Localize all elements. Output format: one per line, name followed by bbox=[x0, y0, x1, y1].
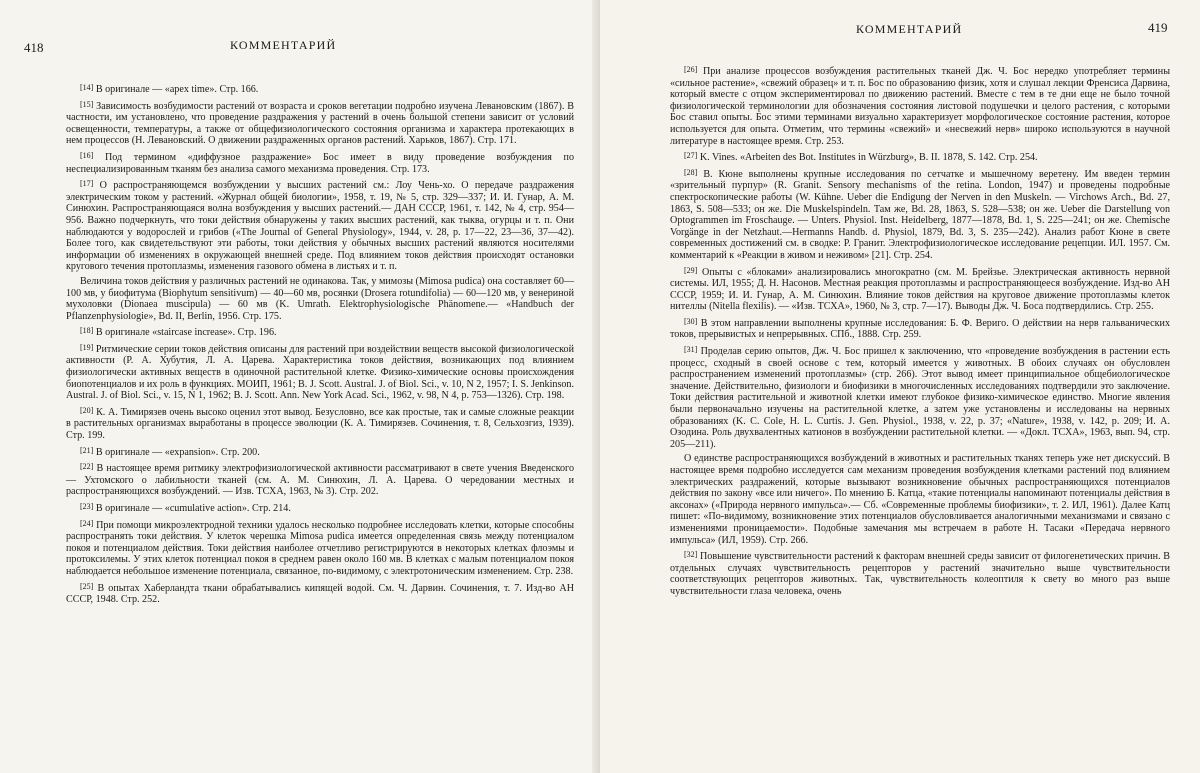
note-number: [19] bbox=[80, 342, 94, 352]
commentary-body bbox=[66, 82, 574, 609]
note-text: Зависимость возбудимости растений от возраста и сроков вегетации подробно изучена Левановским (1867). В частности, им установлено, что проведение раздражения у растений в очень большой степени зависит от условий освещенности, температуры, а также от общефизиологического состояния организма и характера протекающих в нем процессов (Н. Левановский. О движении раздраженных органов растений. Харьков, 1867). Стр. 171. bbox=[66, 100, 574, 147]
note-text: При анализе процессов возбуждения растительных тканей Дж. Ч. Бос нередко употребляет термины «сильное растение», «свежий образец» и т. п. Бос по образованию физик, хотя и слушал лекции Френсиса Дарвина, который вместе с отцом экспериментировал по движению растений. Вместе с тем в те дни еще не было точной физиологической терминологии для обозначения состояния листовой подушечки и целого растения, с которыми Бос ставил опыты. Бос этими терминами визуально характеризует морфологическое состояние растения, которое используется для опыта. Отметим, что термины «свежий» и «несвежий нерв» широко используются в научной литературе в настоящее время. Стр. 253. bbox=[670, 66, 1170, 147]
note-text: В опытах Хаберландта ткани обрабатывались кипящей водой. См. Ч. Дарвин. Сочинения, т. 7. Изд-во АН СССР, 1948. Стр. 252. bbox=[66, 582, 574, 606]
commentary-note bbox=[66, 325, 574, 339]
note-number: [30] bbox=[684, 316, 698, 326]
commentary-body bbox=[670, 64, 1170, 601]
note-number: [16] bbox=[80, 150, 94, 160]
commentary-note bbox=[66, 501, 574, 515]
note-text: Повышение чувствительности растений к факторам внешней среды зависит от филогенетических причин. В отдельных случаях чувствительность рецепторов у растений значительно выше чувствительности соответствующих рецепторов животных. Так, чувствительность колеоптиля к свету во много раз выше чувствительности глаза человека, очень bbox=[670, 551, 1170, 597]
note-number: [31] bbox=[684, 345, 698, 355]
commentary-note bbox=[66, 518, 574, 578]
commentary-note bbox=[66, 405, 574, 442]
note-text: При помощи микроэлектродной техники удалось несколько подробнее исследовать клетки, которые способны распространять токи действия. У клеток черешка Mimosa pudica имеется определенная связь между потенциалом покоя и потенциалом действия. Токи действия наиболее отчетливо регистрируются в некоторых клетках флоэмы и протоксилемы. У этих клеток потенциал покоя в среднем равен около 160 мв. В клетках с малым потенциалом покоя наблюдается небольшое изменение потенциала, связанное, по-видимому, с электротоническим изменением. Стр. 238. bbox=[66, 519, 574, 577]
commentary-note bbox=[670, 344, 1170, 450]
note-number: [22] bbox=[80, 462, 94, 472]
commentary-note bbox=[670, 150, 1170, 164]
commentary-note bbox=[670, 316, 1170, 341]
note-text: Ритмические серии токов действия описаны для растений при воздействии веществ высокой физиологической активности (Р. А. Хубутия, Л. А. Царева. Характеристика токов действия, возникающих под влиянием физиологически активных веществ в одиночной растительной клетке. Физико-химические основы происхождения биопотенциалов и их роль в функциях. МОИП, 1961; B. J. Scott. Austral. J. of Biol. Sci., v. 10, N 2, 1957; I. S. Jenkinson. Austral. J. of Biol. Sci., v. 15, N 1, 1962; B. J. Scott. Ann. New York Acad. Sci., 1962, v. 98, N 4, p. 753—1326). Стр. 198. bbox=[66, 343, 574, 402]
running-header: КОММЕНТАРИЙ bbox=[856, 22, 963, 36]
note-number: [32] bbox=[684, 550, 698, 560]
running-header: КОММЕНТАРИЙ bbox=[230, 38, 337, 52]
note-text: К. А. Тимирязев очень высоко оценил этот вывод. Безусловно, все как простые, так и самые сложные реакции в растительных организмах выработаны в процессе эволюции (К. А. Тимирязев. Сочинения, т. 8, Сельхозгиз, 1939). Стр. 199. bbox=[66, 406, 575, 442]
commentary-note bbox=[670, 453, 1170, 546]
note-number: [15] bbox=[80, 99, 94, 109]
commentary-note bbox=[66, 150, 574, 175]
note-text: K. Vines. «Arbeiten des Bot. Institutes in Würzburg», B. II. 1878, S. 142. Стр. 254. bbox=[699, 152, 1038, 164]
commentary-note bbox=[66, 581, 574, 606]
note-text: В. Кюне выполнены крупные исследования по сетчатке и мышечному веретену. Им введен термин «зрительный пурпур» (R. Granit. Sensory mechanisms of the retina. London, 1947) и проведены подробные спектроскопические работы (W. Kühne. Ueber die Endigung der Nerven in den Muskeln. — Virchows Arch., Bd. 27, 1863, S. 508—533; он же. Die Muskelspindeln. Там же, Bd. 28, 1863, S. 528—538; он же. Ueber die Darstellung von Optogrammen im Froschauge. — Unters. Physiol. Inst. Heidelberg, 1877—1878, Bd. 1, S. 225—241; он же. Chemische Vorgänge in der Netzhaut.—Hermanns Handb. d. Physiol, 1879, Bd. 3, S. 235—242). Анализ работ Кюне в свете современных достижений см. в сводке: Р. Гранит. Электрофизиологическое исследование рецепции. ИЛ. 1957. См. комментарий к «Реакции в живом и неживом» [21]. Стр. 254. bbox=[670, 168, 1170, 261]
note-number: [18] bbox=[80, 326, 94, 336]
note-text: Проделав серию опытов, Дж. Ч. Бос пришел к заключению, что «проведение возбуждения в растении есть процесс, сходный в своей основе с тем, который имеется у животных. В обоих случаях он обусловлен распространением изменений протоплазмы» (стр. 266). Этот вывод имеет принципиальное общебиологическое значение. Действительно, физиологи и биофизики в многочисленных исследованиях подтвердили это заключение. Токи действия растительной и животной клетки имеют глубокое физико-химическое единство. Многие явления были первоначально изучены на растительной клетке, а затем уже установлены и исследованы на нервных образованиях (K. C. Cole, H. L. Curtis. J. Gen. Physiol., 1938, v. 22, p. 37; «Nature», 1938, v. 142, p. 209; И. А. Озодина. Роль двухвалентных катионов в возбуждении растительной клетки. — «Докл. ТСХА», 1963, вып. 94, стр. 205—211). bbox=[670, 346, 1171, 450]
note-text: Величина токов действия у различных растений не одинакова. Так, у мимозы (Mimosa pudica) она составляет 60—100 мв, у биофитума (Biophytum sensitivum) — 40—60 мв, росянки (Drosera rotundifolia) — 60—120 мв, у венериной мухоловки (Dionaea muscipula) — 60 мв (K. Umrath. Elektrophysiologische Phänomene.— «Handbuch der Pflanzenphysiologie», Bd. II, Berlin, 1956. Стр. 175. bbox=[66, 275, 574, 322]
note-number: [25] bbox=[80, 581, 94, 591]
note-text: В оригинале — «cumulative action». Стр. 214. bbox=[95, 503, 291, 514]
note-text: В настоящее время ритмику электрофизиологической активности рассматривают в свете учения Введенского — Ухтомского о лабильности тканей (см. А. М. Синюхин, Л. А. Царева. О чередовании местных и распространяющихся возбуждений. — Изв. ТСХА, 1963, № 3). Стр. 202. bbox=[66, 463, 574, 498]
commentary-note bbox=[66, 82, 574, 96]
note-text: В оригинале — «expansion». Стр. 200. bbox=[95, 446, 260, 458]
commentary-note bbox=[670, 549, 1170, 597]
note-text: Под термином «диффузное раздражение» Бос имеет в виду проведение возбуждения по неспециализированным тканям без анализа самого механизма проведения. Стр. 173. bbox=[66, 151, 574, 175]
commentary-note bbox=[66, 342, 574, 402]
note-number: [24] bbox=[80, 518, 94, 528]
note-text: В оригинале — «apex time». Стр. 166. bbox=[95, 84, 259, 95]
commentary-note bbox=[670, 167, 1170, 262]
page-number: 419 bbox=[1148, 20, 1168, 35]
commentary-note bbox=[670, 64, 1170, 147]
commentary-note bbox=[66, 276, 574, 322]
note-text: Опыты с «блоками» анализировались многократно (см. М. Брейзье. Электрическая активность нервной системы. ИЛ, 1955; Д. Н. Насонов. Местная реакция протоплазмы и распространяющееся возбуждение. Изд-во АН СССР, 1959; И. И. Гунар, А. М. Синюхин. Влияние токов действия на круговое движение протоплазмы клеток нителлы (Nitella flexilis). — «Изв. ТСХА», 1960, № 3, стр. 7—17). Выводы Дж. Ч. Боса подтвердились. Стр. 255. bbox=[670, 266, 1170, 313]
note-number: [20] bbox=[80, 405, 94, 415]
page-number: 418 bbox=[24, 40, 44, 55]
note-number: [23] bbox=[80, 502, 94, 511]
note-text: О единстве распространяющихся возбуждений в животных и растительных тканях теперь уже нет дискуссий. В настоящее время подробно исследуется сам механизм проведения возбуждения клетками растений под влиянием электрических раздражений, которые вызывают возникновение обычных распространяющихся потенциалов действия по закону «все или ничего». По мнению Б. Катца, «такие потенциалы напоминают потенциалы действия в аксонах» («Природа нервного импульса».— Сб. «Современные проблемы биофизики», т. 2. ИЛ, 1961). Далее Катц пишет: «По-видимому, возникновение этих потенциалов обусловливается аналогичными механизмами и связано с изменениями проницаемости». Подобные замечания мы встречаем в работе Н. Тасаки «Передача нервного импульса» (ИЛ, 1959). Стр. 266. bbox=[670, 453, 1170, 546]
note-number: [29] bbox=[684, 265, 698, 275]
note-text: В оригинале «staircase increase». Стр. 196. bbox=[95, 327, 277, 339]
commentary-note bbox=[66, 445, 574, 459]
note-number: [26] bbox=[684, 65, 698, 74]
note-text: В этом направлении выполнены крупные исследования: Б. Ф. Вериго. О действии на нерв гальванических токов, прерывистых и непрерывных. СПб., 1888. Стр. 259. bbox=[670, 317, 1170, 341]
commentary-note bbox=[66, 99, 574, 147]
commentary-note bbox=[66, 461, 574, 498]
note-number: [28] bbox=[684, 167, 698, 177]
commentary-note bbox=[670, 265, 1170, 313]
note-text: О распространяющемся возбуждении у высших растений см.: Лоу Чень-хо. О передаче раздражения электрическим током у растений. «Журнал общей биологии», 1958, т. 19, № 5, стр. 329—337; И. И. Гунар, А. М. Синюхин. Распространяющаяся волна возбуждения у высших растений.— ДАН СССР, 1961, т. 142, № 4, стр. 954—956. Важно подчеркнуть, что токи действия обнаружены у таких высших растений, как тыква, огурцы и т. п. Они наблюдаются у водорослей и грибов («The Journal of General Physiology», 1944, v. 28, p. 17—22, 23—36, 37—42). Более того, как свидетельствуют эти работы, токи действия у обычных высших растений являются носителями информации об изменениях в окружающей внешней среде. Под влиянием токов действия происходят остановки кругового течения протоплазмы, изменения газового обмена в листьях и т. п. bbox=[66, 180, 574, 273]
right-page bbox=[600, 0, 1200, 773]
note-number: [17] bbox=[80, 179, 94, 189]
note-number: [27] bbox=[684, 151, 698, 161]
note-number: [21] bbox=[80, 445, 94, 455]
note-number: [14] bbox=[80, 83, 94, 92]
commentary-note bbox=[66, 178, 574, 273]
